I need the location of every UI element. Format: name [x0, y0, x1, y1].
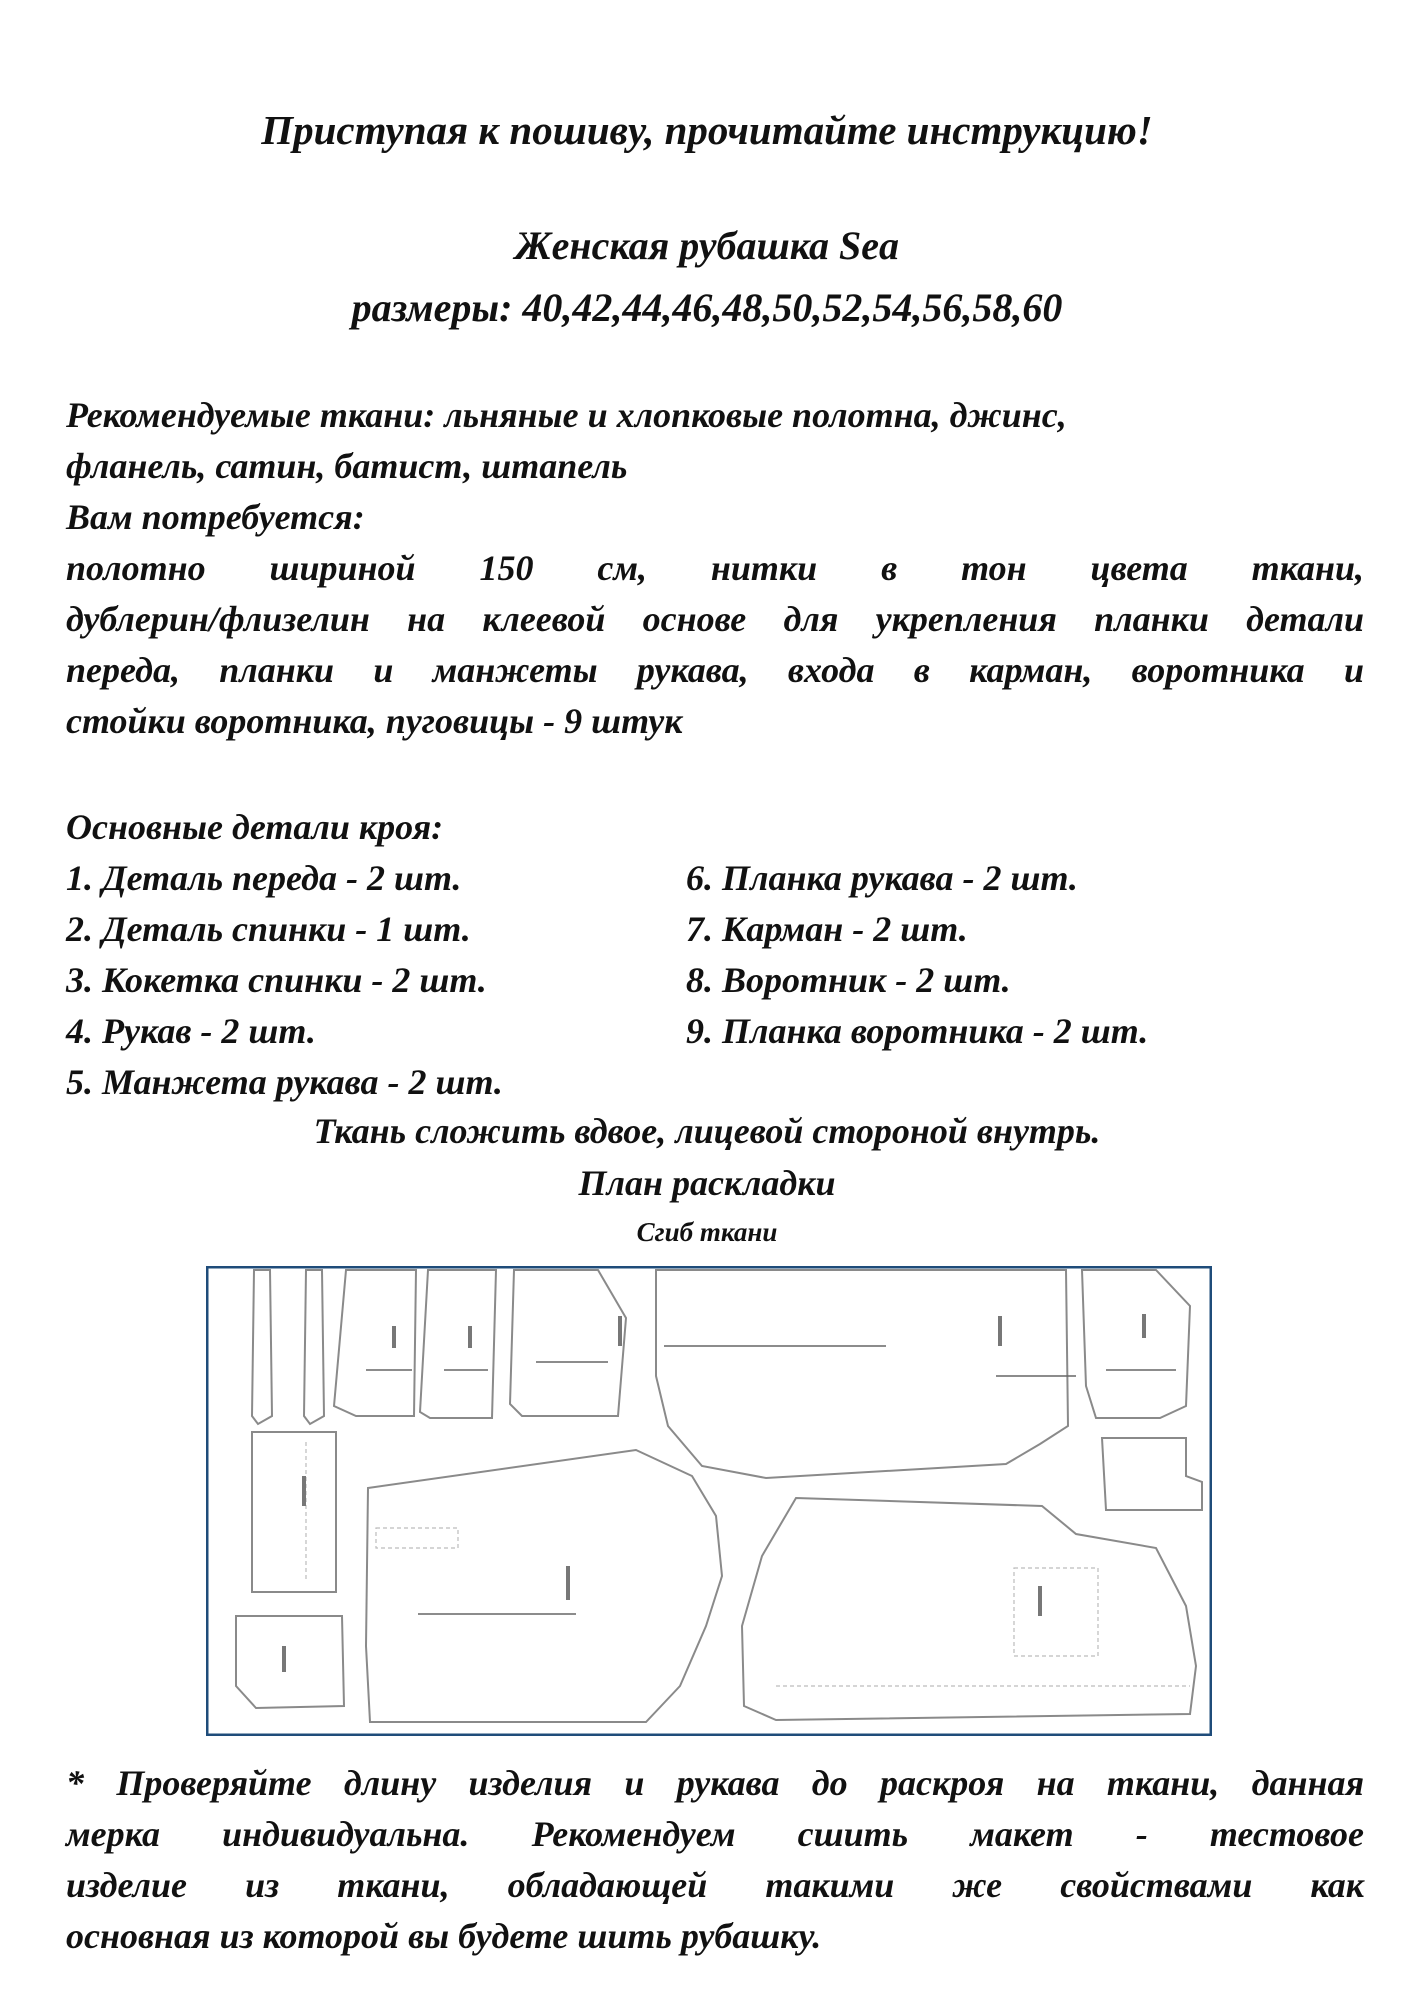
warning-line: изделие из ткани, обладающей такими же свойствами как: [66, 1865, 1364, 1905]
parts-heading: Основные детали кроя:: [66, 807, 444, 847]
parts-right-list: [686, 853, 1148, 1057]
page-title: Приступая к пошиву, прочитайте инструкцию!: [261, 107, 1153, 153]
fabrics-block: [66, 390, 1364, 747]
piece-label-mark: [282, 1646, 286, 1672]
needs-line: стойки воротника, пуговицы - 9 штук: [66, 701, 683, 741]
warning-block: [66, 1758, 1364, 1962]
piece-label-mark: [998, 1316, 1002, 1346]
piece-label-mark: [566, 1566, 570, 1600]
list-item: 5. Манжета рукава - 2 шт.: [66, 1062, 503, 1102]
product-sizes: размеры: 40,42,44,46,48,50,52,54,56,58,60: [351, 285, 1063, 330]
list-item: 1. Деталь переда - 2 шт.: [66, 858, 462, 898]
needs-line: переда, планки и манжеты рукава, входа в карман, воротника и: [66, 650, 1364, 690]
needs-line: дублерин/флизелин на клеевой основе для укрепления планки детали: [66, 599, 1364, 639]
fold-label: Сгиб ткани: [636, 1217, 778, 1247]
fold-note: Ткань сложить вдвое, лицевой стороной внутрь.: [313, 1111, 1101, 1151]
list-item: 6. Планка рукава - 2 шт.: [686, 858, 1078, 898]
list-item: 7. Карман - 2 шт.: [686, 909, 968, 949]
list-item: 3. Кокетка спинки - 2 шт.: [66, 960, 487, 1000]
product-name: Женская рубашка Sea: [514, 223, 900, 268]
piece-label-mark: [392, 1326, 396, 1348]
needs-line: полотно шириной 150 см, нитки в тон цвета ткани,: [66, 548, 1364, 588]
piece-label-mark: [618, 1316, 622, 1346]
list-item: 8. Воротник - 2 шт.: [686, 960, 1011, 1000]
piece-label-mark: [1038, 1586, 1042, 1616]
piece-label-mark: [1142, 1314, 1146, 1338]
warning-line: основная из которой вы будете шить рубашку.: [66, 1916, 822, 1956]
parts-left-list: [66, 853, 503, 1108]
fabrics-line: фланель, сатин, батист, штапель: [66, 446, 628, 486]
list-item: 2. Деталь спинки - 1 шт.: [66, 909, 471, 949]
needs-heading: Вам потребуется:: [66, 497, 365, 537]
layout-frame: [207, 1267, 1211, 1735]
piece-label-mark: [468, 1326, 472, 1348]
list-item: 4. Рукав - 2 шт.: [66, 1011, 316, 1051]
piece-label-mark: [302, 1476, 306, 1506]
layout-title: План раскладки: [578, 1163, 836, 1203]
cutting-layout-diagram: [206, 1266, 1212, 1736]
warning-line: * Проверяйте длину изделия и рукава до раскроя на ткани, данная: [66, 1763, 1364, 1803]
warning-line: мерка индивидуальна. Рекомендуем сшить макет - тестовое: [66, 1814, 1364, 1854]
list-item: 9. Планка воротника - 2 шт.: [686, 1011, 1149, 1051]
fabrics-line: Рекомендуемые ткани: льняные и хлопковые полотна, джинс,: [66, 395, 1067, 435]
